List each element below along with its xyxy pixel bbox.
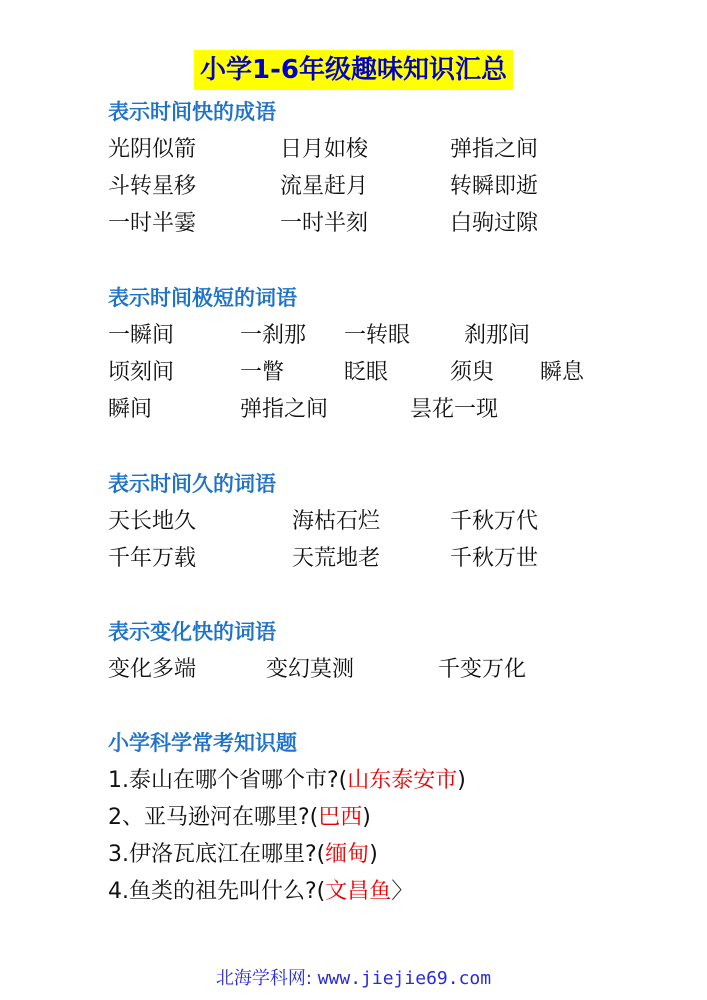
question-item	[108, 799, 466, 836]
word: 一转眼	[344, 323, 411, 348]
word: 变化多端	[108, 657, 197, 682]
section-science-questions	[108, 728, 466, 910]
section-heading: 小学科学常考知识题	[108, 731, 297, 755]
question-item	[108, 836, 466, 873]
word: 天长地久	[108, 509, 197, 534]
answer-text: 山东泰安市	[347, 768, 458, 793]
word: 千年万载	[108, 546, 197, 571]
word: 光阴似箭	[108, 137, 197, 162]
footer-url[interactable]: www.jiejie69.com	[317, 968, 492, 989]
word: 一瞬间	[108, 323, 175, 348]
word-row	[108, 651, 527, 688]
question-text: 1.泰山在哪个省哪个市?(	[108, 768, 348, 793]
answer-text: 巴西	[318, 805, 363, 830]
word: 一时半刻	[280, 211, 369, 236]
page-title: 小学1-6年级趣味知识汇总	[194, 50, 513, 90]
word-row	[108, 205, 539, 242]
word: 眨眼	[344, 360, 389, 385]
section-heading: 表示变化快的词语	[108, 620, 276, 644]
word-row	[108, 317, 531, 354]
word: 顷刻间	[108, 360, 175, 385]
question-item	[108, 762, 466, 799]
word: 千秋万代	[450, 509, 539, 534]
section-heading: 表示时间极短的词语	[108, 286, 297, 310]
question-end: )	[362, 805, 371, 830]
word: 千秋万世	[450, 546, 539, 571]
word: 流星赶月	[280, 174, 369, 199]
word: 弹指之间	[450, 137, 539, 162]
question-end: 〉	[391, 879, 414, 904]
word: 日月如梭	[280, 137, 369, 162]
word: 一刹那	[240, 323, 307, 348]
question-end: )	[457, 768, 466, 793]
question-text: 4.鱼类的祖先叫什么?(	[108, 879, 326, 904]
word-row	[108, 131, 539, 168]
word: 弹指之间	[240, 397, 329, 422]
section-quick-change-words	[108, 617, 527, 688]
word-row	[108, 354, 585, 391]
word: 斗转星移	[108, 174, 197, 199]
word: 一时半霎	[108, 211, 197, 236]
word: 转瞬即逝	[450, 174, 539, 199]
word: 瞬间	[108, 397, 153, 422]
question-item	[108, 873, 466, 910]
word-row	[108, 391, 499, 428]
word-row	[108, 168, 539, 205]
word-row	[108, 540, 539, 577]
section-heading: 表示时间久的词语	[108, 472, 276, 496]
question-end: )	[369, 842, 378, 867]
section-fast-time-idioms	[108, 97, 539, 242]
word: 海枯石烂	[292, 509, 381, 534]
word: 变幻莫测	[266, 657, 355, 682]
word: 瞬息	[540, 360, 585, 385]
footer-label: 北海学科网:	[215, 968, 318, 989]
title-wrap	[0, 50, 707, 90]
section-long-time-words	[108, 469, 539, 577]
footer	[0, 964, 707, 990]
question-text: 2、亚马逊河在哪里?(	[108, 805, 319, 830]
word: 千变万化	[438, 657, 527, 682]
section-short-time-words	[108, 283, 585, 428]
word: 须臾	[450, 360, 495, 385]
section-heading: 表示时间快的成语	[108, 100, 276, 124]
word-row	[108, 503, 539, 540]
answer-text: 缅甸	[325, 842, 370, 867]
answer-text: 文昌鱼	[325, 879, 392, 904]
word: 刹那间	[464, 323, 531, 348]
word: 天荒地老	[292, 546, 381, 571]
word: 一瞥	[240, 360, 285, 385]
word: 昙花一现	[410, 397, 499, 422]
word: 白驹过隙	[450, 211, 539, 236]
question-text: 3.伊洛瓦底江在哪里?(	[108, 842, 326, 867]
